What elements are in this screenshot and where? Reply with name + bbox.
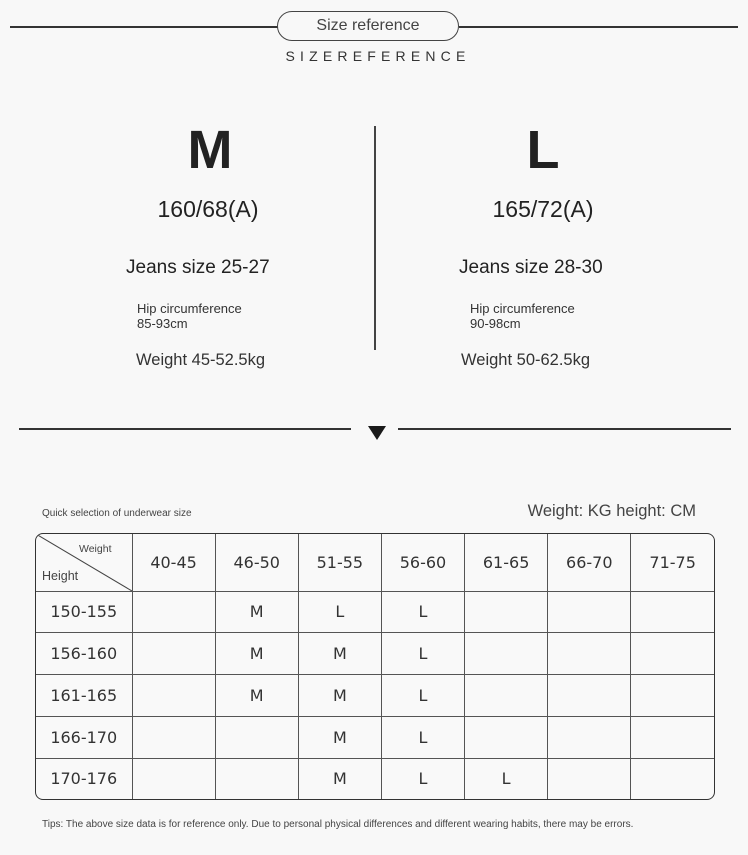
weight-column-header: 66-70: [548, 534, 631, 591]
divider-line-left: [19, 428, 351, 430]
units-label: Weight: KG height: CM: [527, 502, 696, 520]
size-cell: L: [381, 591, 464, 633]
corner-weight-label: Weight: [79, 543, 112, 555]
size-cell: M: [298, 716, 381, 758]
weight-l: Weight 50-62.5kg: [461, 351, 591, 369]
hip-label-l: Hip circumference: [470, 301, 575, 316]
height-cell: 156-160: [36, 633, 132, 675]
down-triangle-icon: [368, 426, 386, 440]
size-cell: [132, 675, 215, 717]
tips-note: Tips: The above size data is for reference only. Due to personal physical differences and different wearing habits, there may be errors.: [42, 819, 634, 830]
size-cell: [465, 716, 548, 758]
size-grid: [36, 534, 714, 799]
table-row: [36, 716, 714, 758]
size-cell: [132, 633, 215, 675]
size-cell: [548, 591, 631, 633]
size-table: [35, 533, 715, 800]
jeans-size-l: Jeans size 28-30: [459, 257, 603, 278]
height-cell: 170-176: [36, 758, 132, 799]
size-letter: M: [187, 120, 233, 180]
size-cell: [465, 591, 548, 633]
size-cell: M: [298, 758, 381, 799]
size-code: 165/72(A): [492, 196, 594, 222]
size-cell: [132, 758, 215, 799]
size-cell: [631, 591, 714, 633]
size-cell: L: [381, 633, 464, 675]
section-title: Size reference: [316, 17, 420, 34]
section-title-pill: [277, 11, 459, 41]
size-cell: M: [298, 675, 381, 717]
size-cell: [548, 758, 631, 799]
size-cell: M: [215, 675, 298, 717]
height-cell: 166-170: [36, 716, 132, 758]
header-line-left: [10, 26, 278, 28]
size-cell: [631, 758, 714, 799]
size-block-l: [378, 120, 708, 223]
weight-column-header: 56-60: [381, 534, 464, 591]
height-cell: 150-155: [36, 591, 132, 633]
jeans-size-m: Jeans size 25-27: [126, 257, 270, 278]
weight-column-header: 40-45: [132, 534, 215, 591]
header-line-right: [459, 26, 738, 28]
size-block-m: [45, 120, 375, 223]
section-subtitle: SIZEREFERENCE: [285, 48, 471, 64]
size-cell: [132, 591, 215, 633]
height-cell: 161-165: [36, 675, 132, 717]
hip-value-l: 90-98cm: [470, 316, 521, 331]
table-row: [36, 758, 714, 799]
corner-height-label: Height: [42, 568, 79, 583]
weight-column-header: 61-65: [465, 534, 548, 591]
table-row: [36, 675, 714, 717]
table-row: [36, 633, 714, 675]
size-code: 160/68(A): [157, 196, 259, 222]
size-cell: [631, 633, 714, 675]
size-cell: L: [381, 675, 464, 717]
size-cell: [631, 716, 714, 758]
divider-line-right: [398, 428, 731, 430]
weight-column-header: 71-75: [631, 534, 714, 591]
size-cell: L: [381, 716, 464, 758]
size-cell: [548, 675, 631, 717]
table-row: [36, 591, 714, 633]
corner-cell: [36, 534, 132, 591]
size-cell: [132, 716, 215, 758]
size-cell: [215, 716, 298, 758]
size-cell: [465, 675, 548, 717]
size-cell: M: [215, 591, 298, 633]
size-cell: [548, 716, 631, 758]
size-cell: L: [465, 758, 548, 799]
size-cell: L: [298, 591, 381, 633]
size-cell: M: [298, 633, 381, 675]
header-row: [36, 534, 714, 591]
quick-selection-note: Quick selection of underwear size: [42, 508, 192, 519]
size-cell: [548, 633, 631, 675]
weight-column-header: 51-55: [298, 534, 381, 591]
weight-m: Weight 45-52.5kg: [136, 351, 266, 369]
size-cell: M: [215, 633, 298, 675]
hip-label-m: Hip circumference: [137, 301, 242, 316]
size-cell: L: [381, 758, 464, 799]
size-cell: [465, 633, 548, 675]
size-letter: L: [526, 120, 560, 180]
weight-column-header: 46-50: [215, 534, 298, 591]
size-cell: [631, 675, 714, 717]
size-divider: [374, 126, 376, 350]
hip-value-m: 85-93cm: [137, 316, 188, 331]
size-cell: [215, 758, 298, 799]
